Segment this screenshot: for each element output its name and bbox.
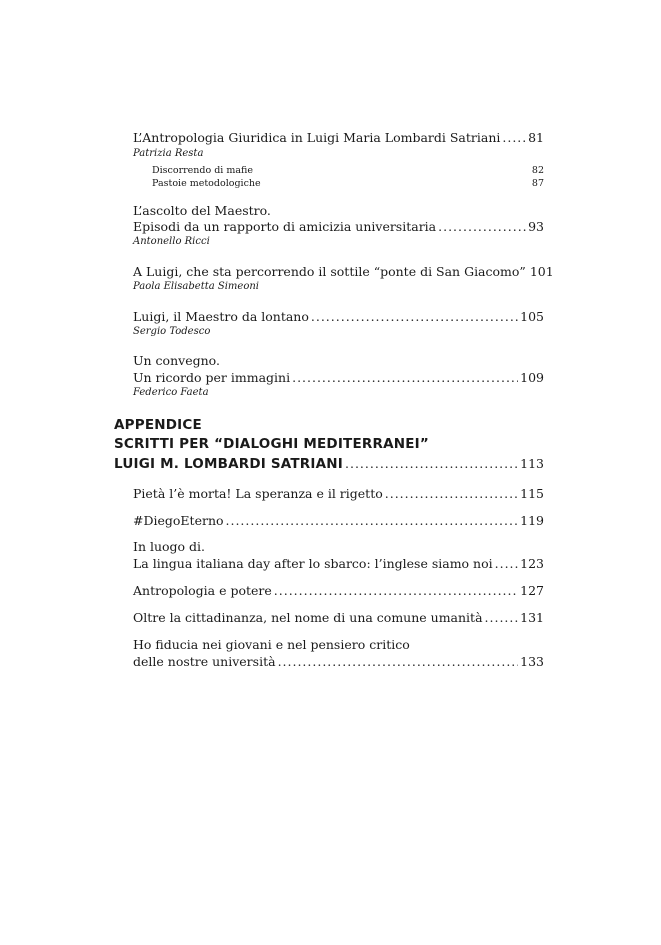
appendix-subheading: SCRITTI PER “DIALOGHI MEDITERRANEI” xyxy=(114,436,429,452)
page-number: 123 xyxy=(520,556,544,571)
page-number: 115 xyxy=(520,486,544,501)
toc-entry xyxy=(133,130,544,146)
toc-entry xyxy=(133,370,544,386)
page-number: 109 xyxy=(520,370,544,385)
entry-title: L’Antropologia Giuridica in Luigi Maria Lombardi Satriani xyxy=(133,130,501,145)
subentry-page: 87 xyxy=(531,178,544,189)
entry-title: Luigi, il Maestro da lontano xyxy=(133,309,309,324)
entry-title-line1: L’ascolto del Maestro. xyxy=(133,203,271,218)
entry-title: Episodi da un rapporto di amicizia universitaria xyxy=(133,219,437,234)
toc-subentry xyxy=(152,178,544,190)
entry-title: Antropologia e potere xyxy=(133,583,272,598)
toc-entry xyxy=(133,309,544,325)
toc-entry xyxy=(133,583,544,599)
toc-entry xyxy=(133,513,544,529)
leader-dots xyxy=(495,556,519,572)
toc-entry xyxy=(133,486,544,502)
leader-dots xyxy=(502,130,526,146)
entry-title: Oltre la cittadinanza, nel nome di una comune umanità xyxy=(133,610,483,625)
entry-author: Antonello Ricci xyxy=(133,236,210,247)
appendix-heading: APPENDICE xyxy=(114,417,202,433)
toc-entry xyxy=(133,264,554,280)
toc-entry xyxy=(133,219,544,235)
subentry-title: Pastoie metodologiche xyxy=(152,178,261,189)
leader-dots xyxy=(278,654,519,670)
leader-dots xyxy=(485,610,519,626)
entry-title: delle nostre università xyxy=(133,654,276,669)
leader-dots xyxy=(292,370,518,386)
toc-entry xyxy=(133,610,544,626)
entry-author: Federico Faeta xyxy=(133,387,209,398)
entry-title-line1: Ho fiducia nei giovani e nel pensiero critico xyxy=(133,637,410,652)
toc-entry xyxy=(133,654,544,670)
entry-title: Un ricordo per immagini xyxy=(133,370,291,385)
page-number: 133 xyxy=(520,654,544,669)
appendix-author-line xyxy=(114,456,544,473)
page-number: 81 xyxy=(528,130,544,145)
leader-dots xyxy=(274,583,518,599)
page-number: 119 xyxy=(520,513,544,528)
entry-title: #DiegoEterno xyxy=(133,513,224,528)
page-number: 127 xyxy=(520,583,544,598)
leader-dots xyxy=(385,486,518,502)
entry-author: Paola Elisabetta Simeoni xyxy=(133,281,259,292)
leader-dots xyxy=(345,456,518,471)
entry-title-line1: In luogo di. xyxy=(133,539,206,554)
page-number: 113 xyxy=(520,456,544,471)
appendix-author: LUIGI M. LOMBARDI SATRIANI xyxy=(114,456,343,472)
page-number: 131 xyxy=(520,610,544,625)
entry-author: Patrizia Resta xyxy=(133,148,204,159)
page-number: 105 xyxy=(520,309,544,324)
subentry-page: 82 xyxy=(531,165,544,176)
entry-title-line1: Un convegno. xyxy=(133,353,220,368)
page-number: 93 xyxy=(528,219,544,234)
subentry-title: Discorrendo di mafie xyxy=(152,165,253,176)
leader-dots xyxy=(311,309,518,325)
entry-title: La lingua italiana day after lo sbarco: l’inglese siamo noi xyxy=(133,556,493,571)
entry-title: Pietà l’è morta! La speranza e il rigetto xyxy=(133,486,383,501)
leader-dots xyxy=(226,513,519,529)
toc-subentry xyxy=(152,165,544,177)
page-number: 101 xyxy=(529,264,554,279)
entry-author: Sergio Todesco xyxy=(133,326,211,337)
entry-title: A Luigi, che sta percorrendo il sottile “ponte di San Giacomo” xyxy=(133,264,526,279)
leader-dots xyxy=(438,219,526,235)
toc-entry xyxy=(133,556,544,572)
